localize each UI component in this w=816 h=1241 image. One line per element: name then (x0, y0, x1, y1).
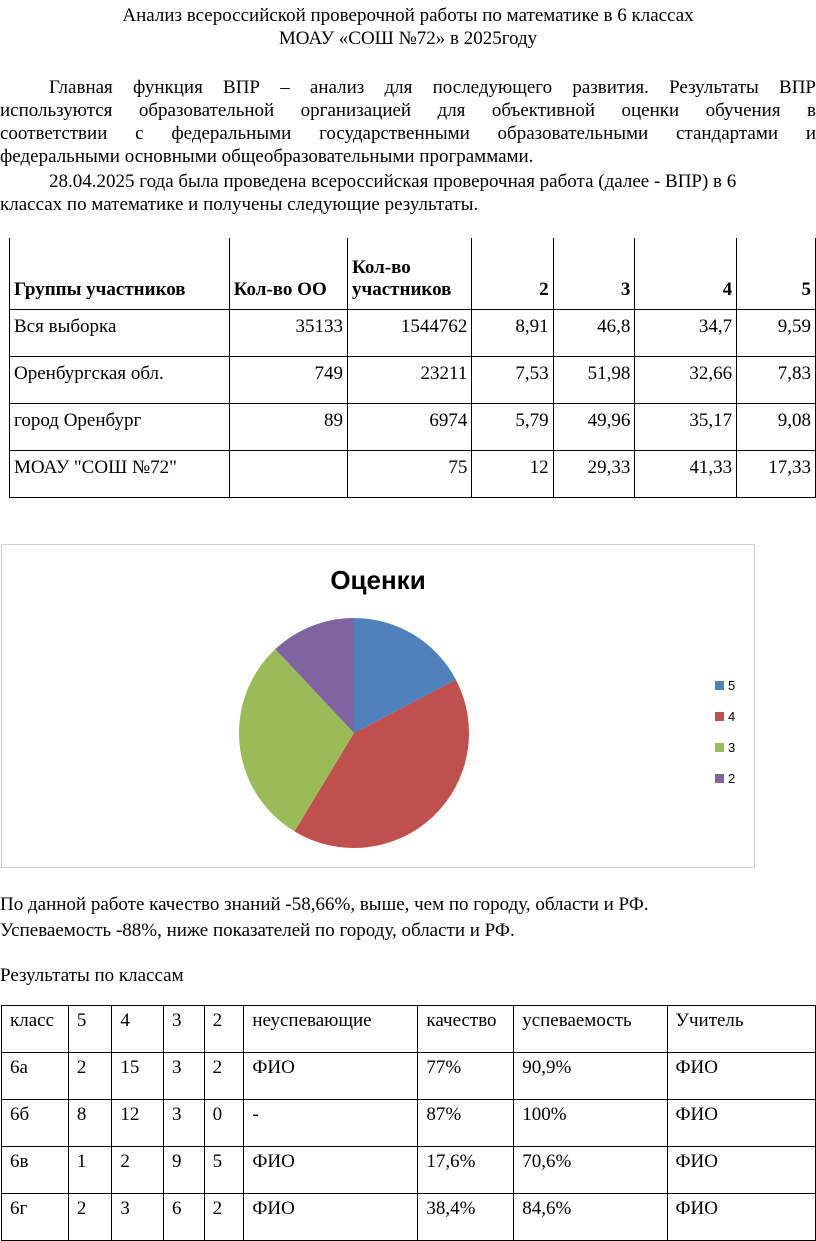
cell-g4: 35,17 (635, 403, 737, 450)
cell-g4: 41,33 (635, 450, 737, 497)
table-cell: 87% (418, 1100, 514, 1147)
table-cell: ФИО (244, 1053, 418, 1100)
cell-g2: 7,53 (472, 356, 553, 403)
legend-swatch (715, 743, 724, 752)
table-cell: ФИО (667, 1194, 815, 1241)
cell-participants: 75 (348, 450, 472, 497)
table-cell: 0 (204, 1100, 244, 1147)
class-results-table (1, 1005, 816, 1241)
table-cell: ФИО (667, 1053, 815, 1100)
cell-oo: 35133 (229, 309, 347, 356)
table-cell: 2 (112, 1147, 164, 1194)
legend-item-2 (715, 771, 735, 786)
cell-g3: 29,33 (553, 450, 635, 497)
cell-g3: 51,98 (553, 356, 635, 403)
cell-g2: 8,91 (472, 309, 553, 356)
table-cell: 2 (68, 1053, 112, 1100)
grades-chart (1, 544, 755, 868)
header-oo-count: Кол-во ОО (229, 238, 347, 309)
cell-g3: 49,96 (553, 403, 635, 450)
legend-label: 2 (728, 771, 736, 786)
table-cell: 90,9% (514, 1053, 667, 1100)
legend-swatch (715, 681, 724, 690)
table-cell: - (244, 1100, 418, 1147)
legend-swatch (715, 774, 724, 783)
header-group: Группы участников (10, 238, 230, 309)
table-row (10, 403, 816, 450)
cell-g4: 34,7 (635, 309, 737, 356)
para1-line2: используются образовательной организацией для объективной оценки обучения в (0, 100, 816, 121)
cell-group: МОАУ "СОШ №72" (10, 450, 230, 497)
table-cell: 17,6% (418, 1147, 514, 1194)
table-cell: 3 (164, 1053, 205, 1100)
table-row (10, 356, 816, 403)
legend-label: 4 (728, 709, 736, 724)
table-cell: 6г (2, 1194, 69, 1241)
para2-line1: 28.04.2025 года была проведена всероссийская проверочная работа (далее - ВПР) в 6 (49, 171, 737, 192)
legend-item-5 (715, 678, 735, 693)
header-cell: Учитель (667, 1006, 815, 1053)
cell-g2: 5,79 (472, 403, 553, 450)
table-row (2, 1147, 816, 1194)
legend-label: 3 (728, 740, 736, 755)
cell-oo (229, 450, 347, 497)
table-cell: 77% (418, 1053, 514, 1100)
table-row (2, 1053, 816, 1100)
cell-group: Вся выборка (10, 309, 230, 356)
table-cell: 3 (164, 1100, 205, 1147)
cell-g5: 9,08 (737, 403, 816, 450)
table-row (10, 450, 816, 497)
table-cell: 84,6% (514, 1194, 667, 1241)
table-cell: 38,4% (418, 1194, 514, 1241)
chart-title: Оценки (330, 565, 426, 595)
table-cell: 2 (68, 1194, 112, 1241)
para1-line3: соответствии с федеральными государственными образовательными стандартами и (0, 123, 816, 144)
table-cell: 9 (164, 1147, 205, 1194)
cell-g3: 46,8 (553, 309, 635, 356)
cell-g4: 32,66 (635, 356, 737, 403)
table-row (2, 1194, 816, 1241)
header-cell: неуспевающие (244, 1006, 418, 1053)
cell-participants: 23211 (348, 356, 472, 403)
cell-g5: 7,83 (737, 356, 816, 403)
doc-title-line1: Анализ всероссийской проверочной работы по математике в 6 классах (122, 5, 694, 26)
legend-item-3 (715, 740, 735, 755)
table-cell: 6в (2, 1147, 69, 1194)
header-cell: 4 (112, 1006, 164, 1053)
header-cell: класс (2, 1006, 69, 1053)
cell-g2: 12 (472, 450, 553, 497)
pie-chart (2, 545, 754, 867)
table-cell: 100% (514, 1100, 667, 1147)
header-grade-4: 4 (635, 238, 737, 309)
table-cell: 8 (68, 1100, 112, 1147)
table-cell: 3 (112, 1194, 164, 1241)
table-cell: 6б (2, 1100, 69, 1147)
para1-line4: федеральными основными общеобразовательными программами. (0, 146, 534, 167)
cell-g5: 9,59 (737, 309, 816, 356)
table-cell: 5 (204, 1147, 244, 1194)
table-cell: ФИО (667, 1100, 815, 1147)
table-row (10, 309, 816, 356)
table-cell: ФИО (244, 1147, 418, 1194)
legend-item-4 (715, 709, 735, 724)
table-cell: ФИО (667, 1147, 815, 1194)
cell-g5: 17,33 (737, 450, 816, 497)
summary-quality: По данной работе качество знаний -58,66%, выше, чем по городу, области и РФ. (0, 894, 649, 915)
header-cell: 3 (164, 1006, 205, 1053)
header-cell: качество (418, 1006, 514, 1053)
cell-participants: 1544762 (348, 309, 472, 356)
cell-participants: 6974 (348, 403, 472, 450)
legend-label: 5 (728, 678, 736, 693)
legend-swatch (715, 712, 724, 721)
table-cell: 70,6% (514, 1147, 667, 1194)
table-cell: 6 (164, 1194, 205, 1241)
table-cell: 12 (112, 1100, 164, 1147)
header-grade-2: 2 (472, 238, 553, 309)
summary-progress: Успеваемость -88%, ниже показателей по городу, области и РФ. (0, 920, 515, 941)
doc-title-line2: МОАУ «СОШ №72» в 2025году (278, 28, 538, 49)
header-cell: 5 (68, 1006, 112, 1053)
table-cell: 6а (2, 1053, 69, 1100)
cell-oo: 89 (229, 403, 347, 450)
header-cell: успеваемость (514, 1006, 667, 1053)
table-cell: 1 (68, 1147, 112, 1194)
cell-group: Оренбургская обл. (10, 356, 230, 403)
table-cell: 2 (204, 1053, 244, 1100)
cell-oo: 749 (229, 356, 347, 403)
table-row (2, 1100, 816, 1147)
header-cell: 2 (204, 1006, 244, 1053)
header-grade-3: 3 (553, 238, 635, 309)
table-cell: 15 (112, 1053, 164, 1100)
results-heading: Результаты по классам (0, 965, 184, 986)
para2-line2: классах по математике и получены следующие результаты. (0, 194, 479, 215)
para1-line1: Главная функция ВПР – анализ для последующего развития. Результаты ВПР (49, 77, 816, 98)
table-cell: 2 (204, 1194, 244, 1241)
table-header-row (2, 1006, 816, 1053)
table-cell: ФИО (244, 1194, 418, 1241)
header-participants: Кол-во участников (348, 238, 472, 309)
results-table (9, 238, 816, 498)
cell-group: город Оренбург (10, 403, 230, 450)
header-grade-5: 5 (737, 238, 816, 309)
